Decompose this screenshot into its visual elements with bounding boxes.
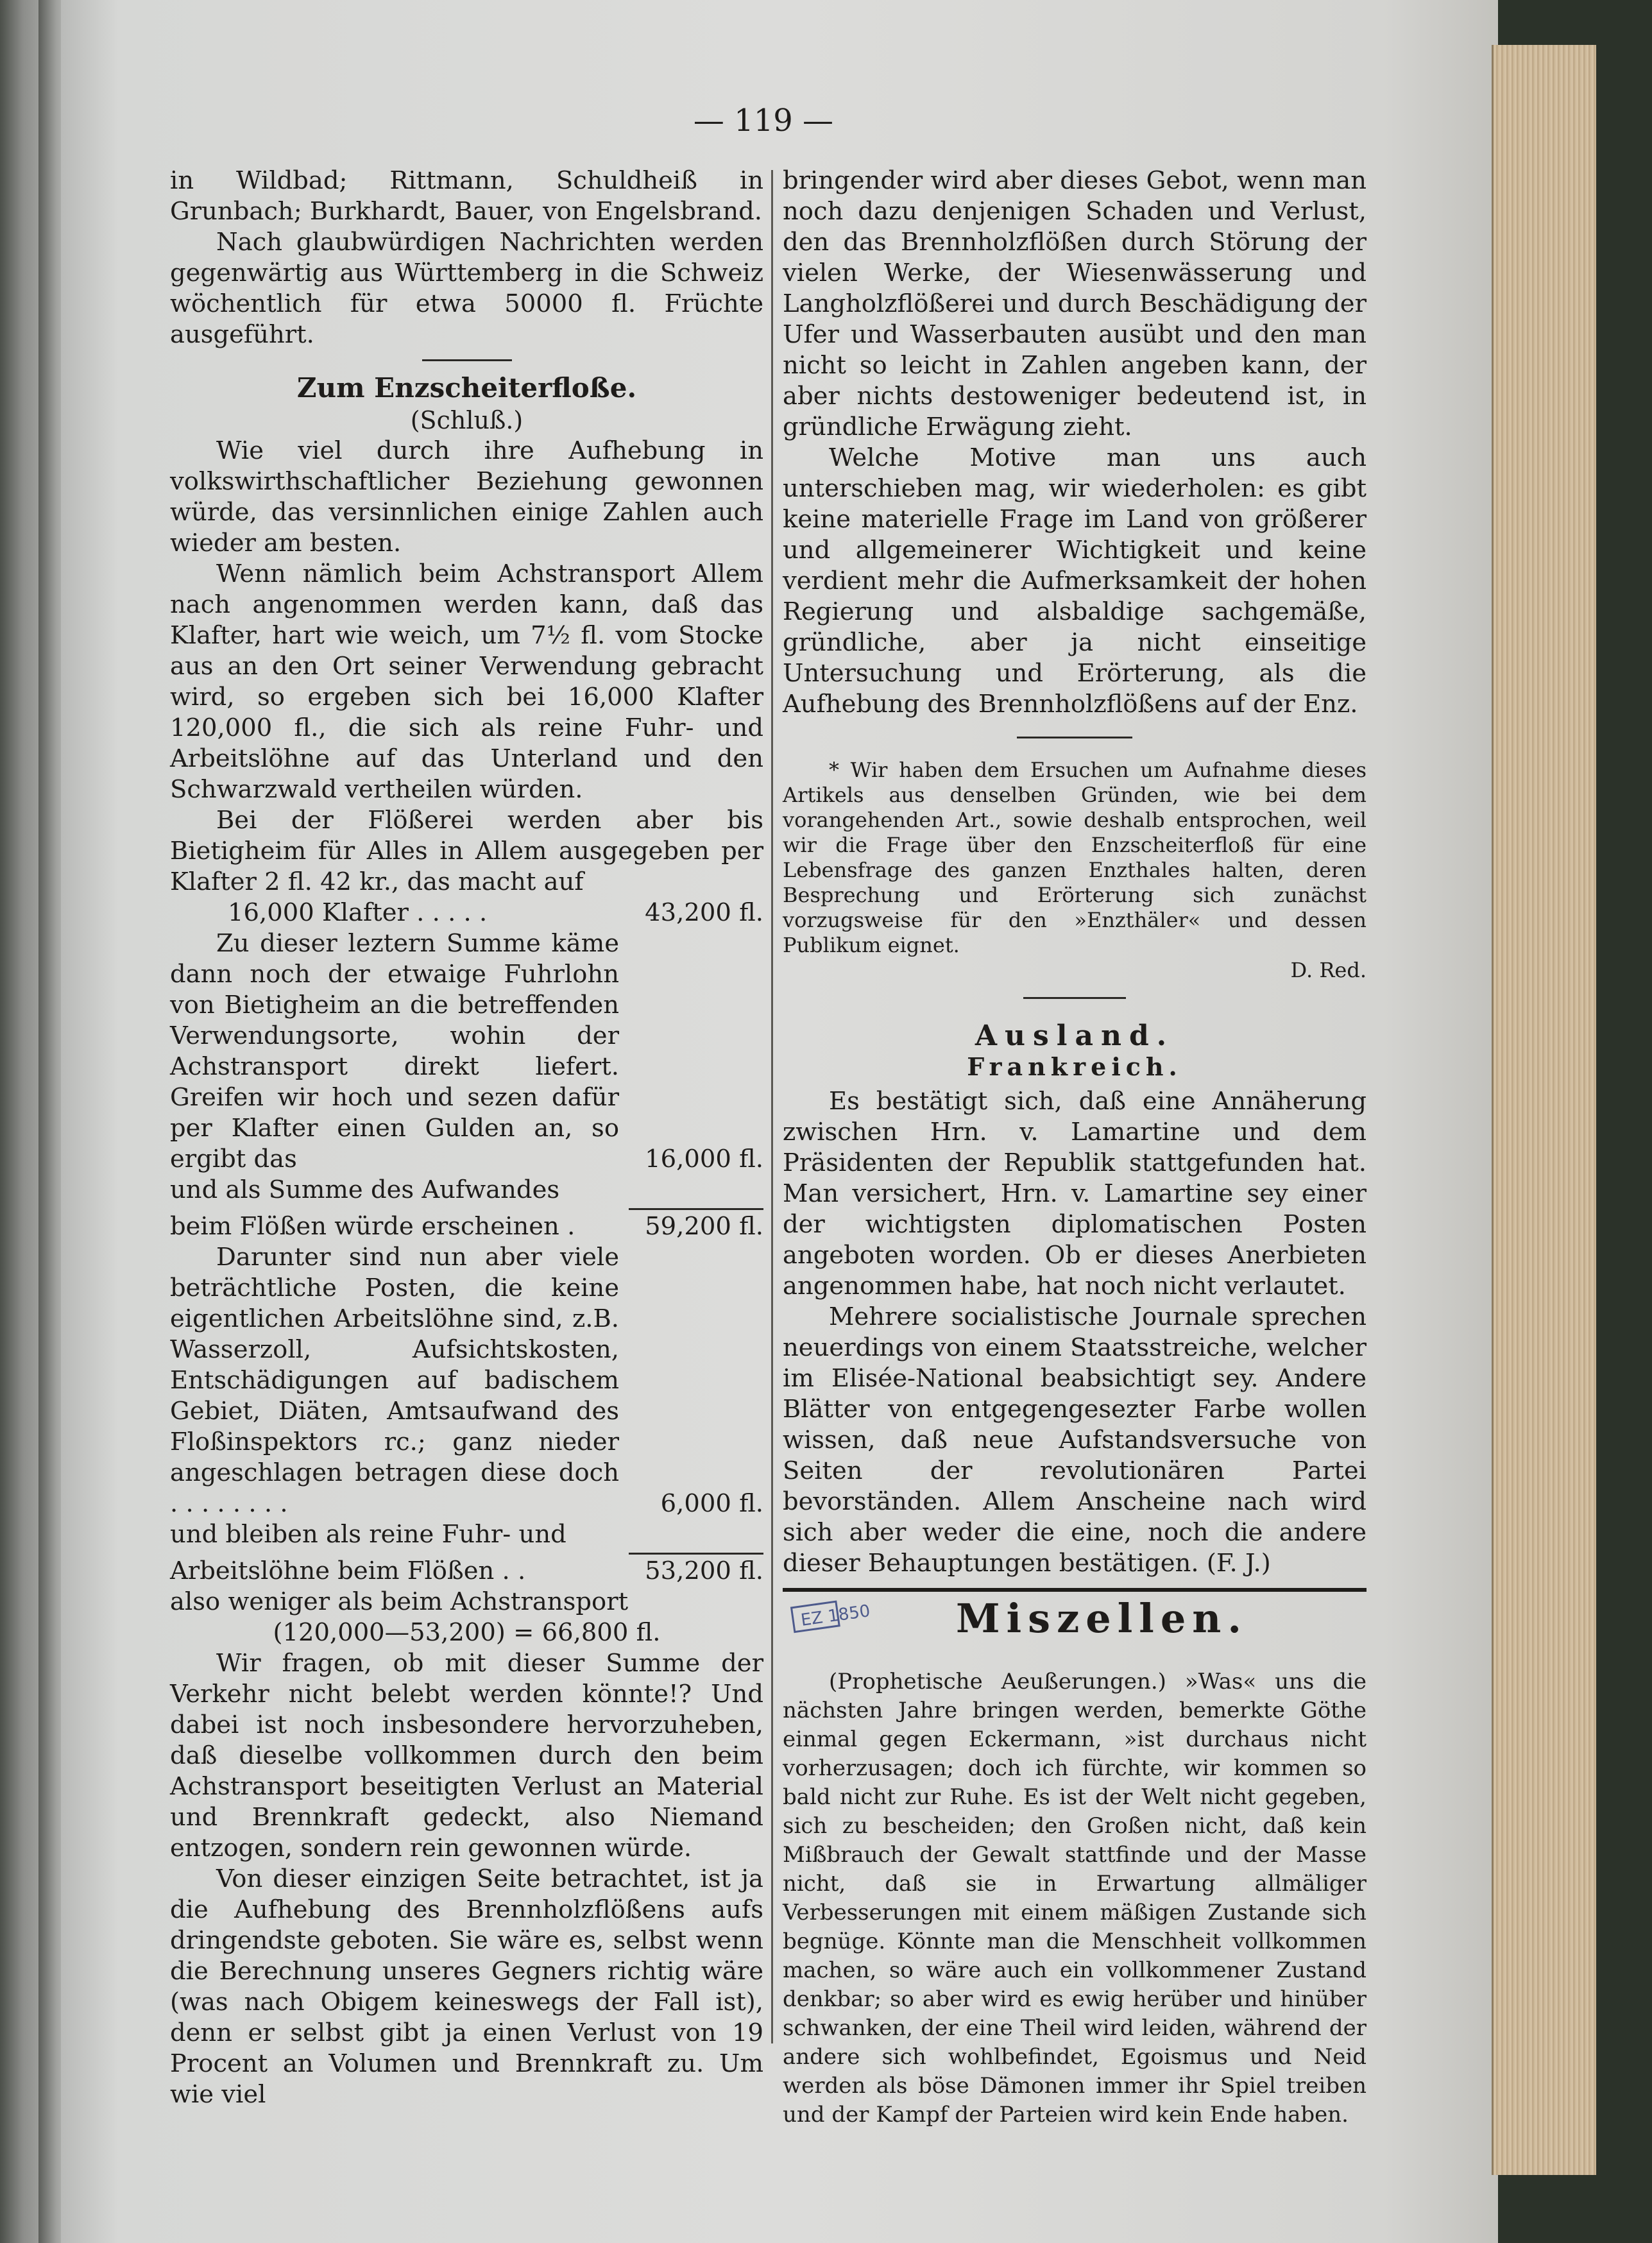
column-divider <box>771 170 773 2043</box>
paragraph: Es bestätigt sich, daß eine Annäherung zwischen Hrn. v. Lamartine und dem Präsidenten der Republik stattgefunden hat. Man versichert, Hrn. v. Lamartine sey einer der wichtigsten diplomatischen Posten angeboten worden. Ob er dieses Anerbieten angenommen habe, hat noch nicht verlautet. <box>783 1087 1367 1301</box>
miscellany-title: Miszellen. <box>956 1595 1248 1642</box>
section-subtitle: Frankreich. <box>967 1052 1182 1081</box>
miscellany-header <box>783 1597 1367 1667</box>
article-title: Zum Enzscheiterfloße. <box>296 372 637 404</box>
ledger-row <box>170 928 763 1175</box>
ledger-amount: 16,000 fl. <box>645 1145 763 1173</box>
page-block-edge <box>1492 45 1596 2175</box>
separator <box>1017 737 1132 738</box>
footnote-signature: D. Red. <box>1290 958 1367 982</box>
ledger-label: und als Summe des Aufwandes <box>170 1175 560 1204</box>
paragraph: Welche Motive man uns auch unterschieben mag, wir wiederholen: es gibt keine materielle Frage im Land von größerer und allgemeinerer Wichtigkeit und keine verdient mehr die Aufmerksamkeit der hohen Regierung und alsbaldige sachgemäße, gründliche, aber ja nicht einseitige Untersuchung und Erörterung, als die Aufhebung des Brennholzflößens auf der Enz. <box>783 443 1367 719</box>
page-number: — 119 — <box>693 103 834 139</box>
left-column <box>170 166 763 2110</box>
paragraph: bringender wird aber dieses Gebot, wenn man noch dazu denjenigen Schaden und Verlust, den das Brennholzflößen durch Störung der vielen Werke, der Wiesenwässerung und Langholzflößerei und durch Beschädigung der Ufer und Wasserbauten ausübt und den man nicht so leicht in Zahlen angeben kann, der aber nichts destoweniger bedeutend ist, in gründliche Erwägung zieht. <box>783 166 1367 441</box>
paragraph: Mehrere socialistische Journale sprechen neuerdings von einem Staatsstreiche, welcher im Elisée-National beabsichtigt sey. Andere Blätter von entgegengesezter Farbe wollen wissen, daß neue Aufstandsversuche von Seiten der revolutionären Partei bevorständen. Allem Anscheine nach wird sich aber weder die eine, noch die andere dieser Behauptungen bestätigen. (F. J.) <box>783 1302 1367 1578</box>
paragraph: Bei der Flößerei werden aber bis Bietigheim für Alles in Allem ausgegeben per Klafter 2 fl. 42 kr., das macht auf <box>170 806 763 896</box>
ledger-row <box>170 1519 763 1550</box>
article-subtitle: (Schluß.) <box>410 406 524 434</box>
sum-rule <box>629 1553 763 1555</box>
separator <box>422 359 512 361</box>
paragraph: in Wildbad; Rittmann, Schuldheiß in Grunbach; Burkhardt, Bauer, von Engelsbrand. <box>170 166 763 226</box>
ledger-label: 16,000 Klafter . . . . . <box>228 898 488 927</box>
paragraph: Von dieser einzigen Seite betrachtet, ist ja die Aufhebung des Brennholzflößens aufs dringendste geboten. Sie wäre es, selbst wenn die Berechnung unseres Gegners richtig wäre (was nach Obigem keineswegs der Fall ist), denn er selbst gibt ja einen Verlust von 19 Procent an Volumen und Brennkraft zu. Um wie viel <box>170 1864 763 2109</box>
miscellany-body <box>783 1667 1367 2129</box>
ledger-row <box>170 1211 763 1242</box>
paragraph: (Prophetische Aeußerungen.) »Was« uns die nächsten Jahre bringen werden, bemerkte Göthe einmal gegen Eckermann, »ist durchaus nicht vorherzusagen; doch ich fürchte, wir kommen so bald nicht zur Ruhe. Es ist der Welt nicht gegeben, sich zu bescheiden; den Großen nicht, daß kein Mißbrauch der Gewalt stattfinde und der Masse nicht, daß sie in Erwartung allmäliger Verbesserungen mit einem mäßigen Zustande sich begnüge. Könnte man die Menschheit vollkommen machen, so wäre auch ein vollkommener Zustand denkbar; so aber wird es ewig herüber und hinüber schwanken, der eine Theil wird leiden, während der andere sich wohlbefindet, Egoismus und Neid werden als böse Dämonen immer ihr Spiel treiben und der Kampf der Parteien wird kein Ende haben. <box>783 1669 1367 2128</box>
ledger-amount: 6,000 fl. <box>660 1489 763 1518</box>
footnote <box>783 758 1367 983</box>
ledger-label: und bleiben als reine Fuhr- und <box>170 1520 566 1549</box>
sum-rule <box>629 1208 763 1210</box>
paragraph: Wir fragen, ob mit dieser Summe der Verkehr nicht belebt werden könnte!? Und dabei ist noch insbesondere hervorzuheben, daß dieselbe vollkommen durch den beim Achstransport beseitigten Verlust an Material und Brennkraft gedeckt, also Niemand entzogen, sondern rein gewonnen würde. <box>170 1649 763 1863</box>
ledger-row <box>170 898 763 928</box>
stamp-text: EZ 1850 <box>799 1601 872 1630</box>
ledger-label: Arbeitslöhne beim Flößen . . <box>170 1556 526 1585</box>
paragraph: Wie viel durch ihre Aufhebung in volkswirthschaftlicher Beziehung gewonnen würde, das versinnlichen einige Zahlen auch wieder am besten. <box>170 436 763 558</box>
paragraph: Zu dieser leztern Summe käme dann noch der etwaige Fuhrlohn von Bietigheim an die betreffenden Verwendungsorte, wohin der Achstransport direkt liefert. Greifen wir hoch und sezen dafür per Klafter einen Gulden an, so ergibt das <box>170 929 619 1173</box>
section-title: Ausland. <box>975 1019 1175 1052</box>
ledger-row <box>170 1556 763 1587</box>
paragraph: Wenn nämlich beim Achstransport Allem nach angenommen werden kann, daß das Klafter, hart wie weich, um 7½ fl. vom Stocke aus an den Ort seiner Verwendung gebracht wird, so ergeben sich bei 16,000 Klafter 120,000 fl., die sich als reine Fuhr- und Arbeitslöhne auf das Unterland und den Schwarzwald vertheilen würden. <box>170 559 763 804</box>
paragraph: also weniger als beim Achstransport <box>170 1587 629 1616</box>
ledger-amount: 53,200 fl. <box>645 1556 763 1585</box>
ledger-amount: 59,200 fl. <box>645 1212 763 1241</box>
formula: (120,000—53,200) = 66,800 fl. <box>273 1618 661 1647</box>
separator <box>1023 997 1126 999</box>
archive-stamp <box>789 1601 872 1660</box>
right-column <box>783 166 1367 2129</box>
ledger-label: beim Flößen würde erscheinen . <box>170 1212 575 1241</box>
section-rule <box>783 1588 1367 1592</box>
paragraph: Nach glaubwürdigen Nachrichten werden gegenwärtig aus Württemberg in die Schweiz wöchentlich für etwa 50000 fl. Früchte ausgeführt. <box>170 228 763 349</box>
ledger-row <box>170 1242 763 1519</box>
paragraph: Darunter sind nun aber viele beträchtliche Posten, die keine eigentlichen Arbeitslöhne sind, z.B. Wasserzoll, Aufsichtskosten, Entschädigungen auf badischem Gebiet, Diäten, Amtsaufwand des Floßinspektors rc.; ganz nieder angeschlagen betragen diese doch . . . . . . . . <box>170 1243 619 1518</box>
ledger-row <box>170 1175 763 1206</box>
footnote-text: * Wir haben dem Ersuchen um Aufnahme dieses Artikels aus denselben Gründen, wie bei dem vorangehenden Art., sowie deshalb entsprochen, weil wir die Frage über den Enzscheiterfloß für eine Lebensfrage des ganzen Enzthales halten, deren Besprechung und Erörterung sich zunächst vorzugsweise für den »Enzthäler« und dessen Publikum eignet. <box>783 758 1367 957</box>
ledger-amount: 43,200 fl. <box>645 898 763 927</box>
